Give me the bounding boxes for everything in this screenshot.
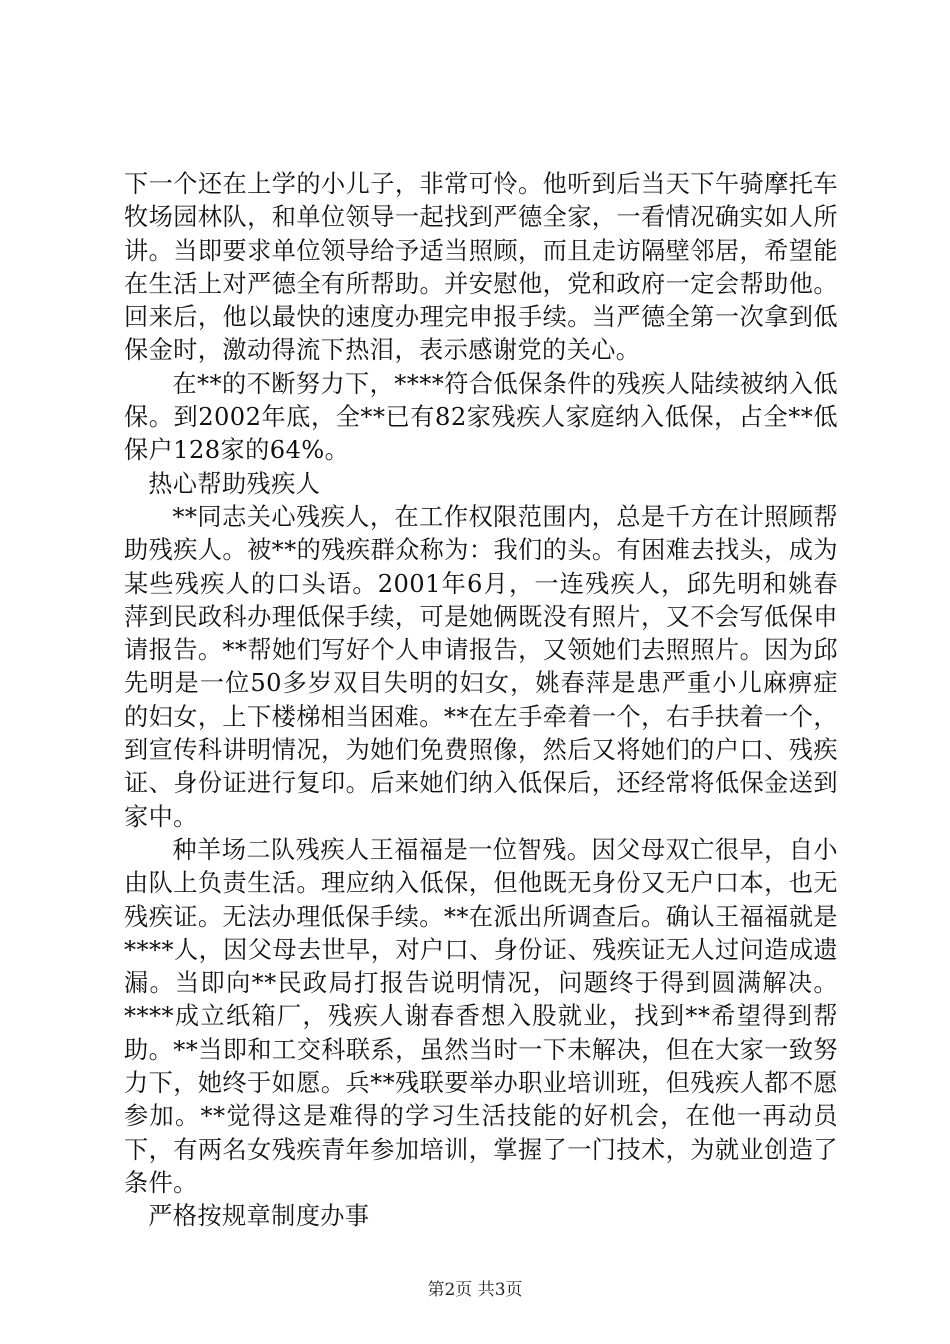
paragraph-wang-fufu-case: 种羊场二队残疾人王福福是一位智残。因父母双亡很早，自小由队上负责生活。理应纳入低保，但他既无身份又无户口本，也无残疾证。无法办理低保手续。**在派出所调查后。确认王福福就是****人，因父母去世早，对户口、身份证、残疾证无人过问造成遗漏。当即向**民政局打报告说明情况，问题终于得到圆满解决。****成立纸箱厂，残疾人谢春香想入股就业，找到**希望得到帮助。**当即和工交科联系，虽然当时一下未解决，但在大家一致努力下，她终于如愿。兵**残联要举办职业培训班，但残疾人都不愿参加。**觉得这是难得的学习生活技能的好机会，在他一再动员下，有两名女残疾青年参加培训，掌握了一门技术，为就业创造了条件。	[124, 835, 838, 1197]
paragraph-low-income-progress: 在**的不断努力下，****符合低保条件的残疾人陆续被纳入低保。到2002年底，全**已有82家残疾人家庭纳入低保，占全**低保户128家的64%。	[124, 369, 838, 465]
document-body	[124, 168, 838, 1234]
paragraph-care-for-disabled: **同志关心残疾人，在工作权限范围内，总是千方在计照顾帮助残疾人。被**的残疾群众称为：我们的头。有困难去找头，成为某些残疾人的口头语。2001年6月，一连残疾人，邱先明和姚春萍到民政科办理低保手续，可是她俩既没有照片，又不会写低保申请报告。**帮她们写好个人申请报告，又领她们去照照片。因为邱先明是一位50多岁双目失明的妇女，姚春萍是患严重小儿麻痹症的妇女，上下楼梯相当困难。**在左手牵着一个，右手扶着一个，到宣传科讲明情况，为她们免费照像，然后又将她们的户口、残疾证、身份证进行复印。后来她们纳入低保后，还经常将低保金送到家中。	[124, 502, 838, 831]
page-footer	[0, 1279, 950, 1301]
paragraph-continuation: 下一个还在上学的小儿子，非常可怜。他听到后当天下午骑摩托车牧场园林队，和单位领导一起找到严德全家，一看情况确实如人所讲。当即要求单位领导给予适当照顾，而且走访隔壁邻居，希望能在生活上对严德全有所帮助。并安慰他，党和政府一定会帮助他。回来后，他以最快的速度办理完申报手续。当严德全第一次拿到低保金时，激动得流下热泪，表示感谢党的关心。	[124, 170, 838, 365]
page-number: 第2页 共3页	[427, 1280, 523, 1300]
section-heading-follow-rules: 严格按规章制度办事	[148, 1202, 370, 1231]
section-heading-help-disabled: 热心帮助残疾人	[148, 469, 321, 498]
